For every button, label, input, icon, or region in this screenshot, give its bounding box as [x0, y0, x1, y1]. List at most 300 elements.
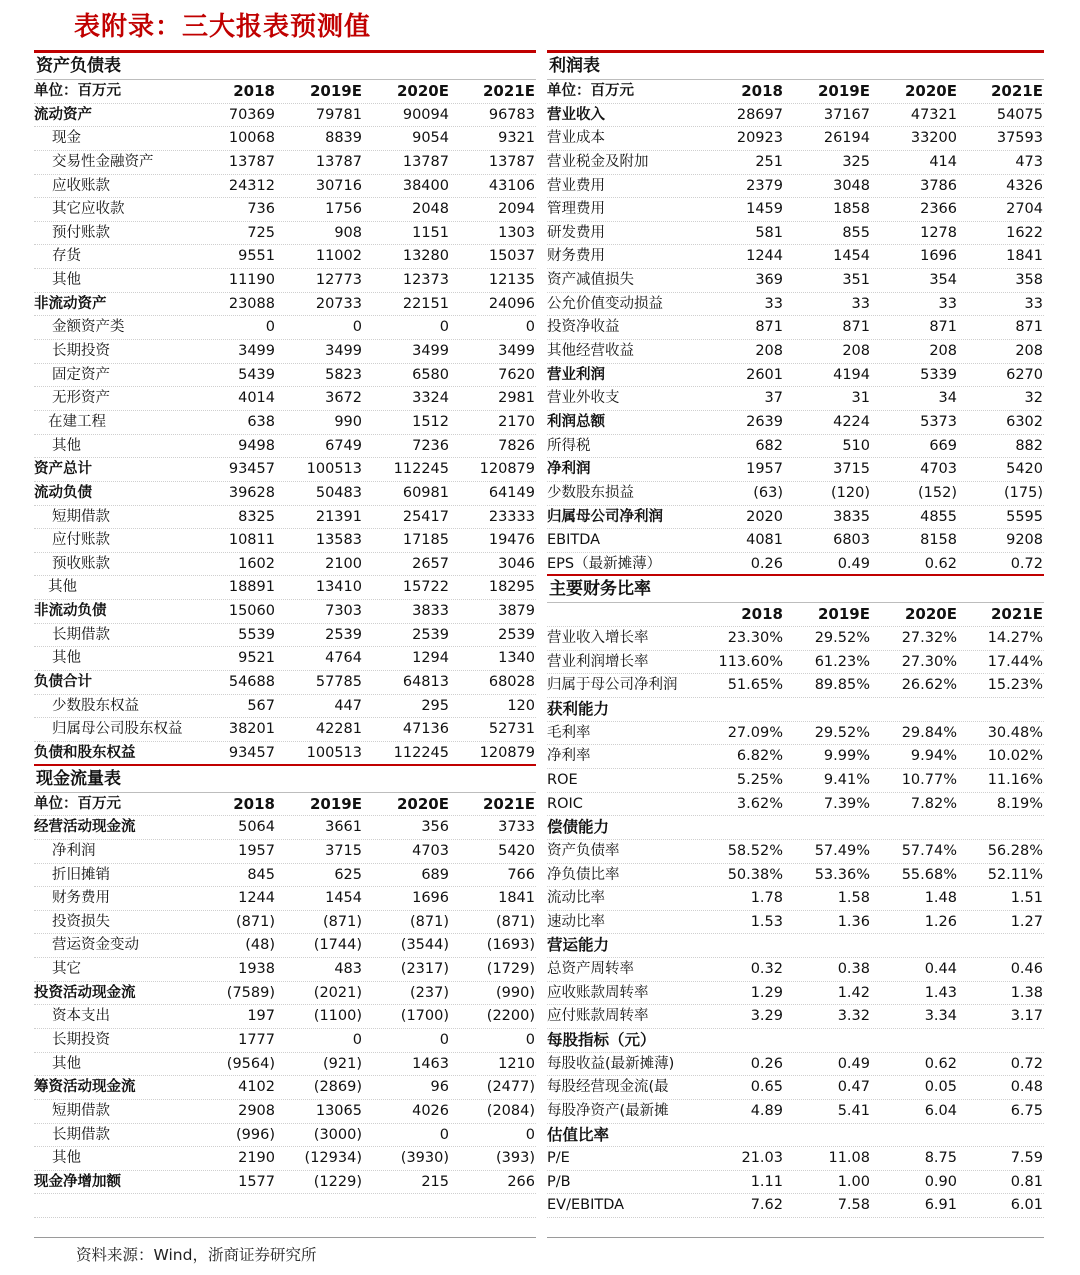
table-row: [34, 458, 536, 482]
cell-value: 7.82%: [910, 795, 957, 812]
table-row: [34, 1076, 536, 1100]
table-row: [34, 435, 536, 459]
cell-value: 266: [507, 1173, 535, 1190]
cell-value: 28697: [736, 106, 783, 123]
table-row: [34, 1171, 536, 1195]
cell-value: 8.75: [924, 1150, 957, 1167]
cell-value: 10.02%: [987, 748, 1043, 765]
row-label: 其他: [52, 1055, 81, 1072]
financial-ratios: [547, 576, 1044, 1218]
cell-value: 32: [1024, 390, 1043, 407]
row-label: ROIC: [547, 795, 583, 812]
row-label: 资产总计: [34, 461, 92, 478]
table-row: [547, 934, 1044, 958]
cell-value: (12934): [304, 1150, 362, 1167]
cell-value: 23088: [228, 295, 275, 312]
cell-value: 37: [764, 390, 783, 407]
cell-value: 13065: [315, 1102, 362, 1119]
cell-value: 325: [842, 153, 870, 170]
table-row: [34, 742, 536, 766]
cell-value: (1229): [313, 1173, 362, 1190]
cell-value: [958, 1029, 1044, 1052]
row-label: 流动负债: [34, 484, 92, 501]
cell-value: 22151: [402, 295, 449, 312]
cell-value: [698, 698, 784, 721]
cell-value: (1729): [486, 961, 535, 978]
cell-value: 1244: [746, 248, 783, 265]
cell-value: 21.03: [741, 1150, 783, 1167]
cell-value: 4855: [920, 508, 957, 525]
row-label: 净利润: [547, 461, 591, 478]
cell-value: 37167: [823, 106, 870, 123]
cell-value: 4081: [746, 532, 783, 549]
table-row: [547, 1147, 1044, 1171]
row-label: 资产减值损失: [547, 272, 634, 289]
section-title: 主要财务比率: [547, 576, 1044, 603]
cell-value: 27.32%: [901, 630, 957, 647]
cell-value: (871): [410, 913, 449, 930]
cell-value: 51.65%: [727, 677, 783, 694]
row-label: 其他: [52, 437, 81, 454]
cell-value: (1100): [313, 1008, 362, 1025]
cell-value: 3.62%: [736, 795, 783, 812]
table-row: [34, 671, 536, 695]
cell-value: 56.28%: [987, 842, 1043, 859]
cell-value: 3499: [498, 343, 535, 360]
cell-value: 3672: [325, 390, 362, 407]
row-label: 营业成本: [547, 130, 605, 147]
table-row: [34, 198, 536, 222]
cell-value: (63): [753, 484, 783, 501]
cell-value: 208: [929, 343, 957, 360]
cell-value: 6803: [833, 532, 870, 549]
row-label: 预收账款: [52, 555, 110, 572]
table-row: [547, 698, 1044, 722]
cell-value: 0: [525, 1031, 535, 1048]
cell-value: 7826: [498, 437, 535, 454]
table-row: [34, 175, 536, 199]
table-row: [34, 411, 536, 435]
cashflow-statement: [34, 766, 536, 1219]
cell-value: 2704: [1006, 201, 1043, 218]
cell-value: 0.49: [837, 555, 870, 572]
header-unit: 单位：百万元: [547, 83, 634, 99]
cell-value: 2981: [498, 390, 535, 407]
row-label: 营业利润: [547, 366, 605, 383]
cell-value: 20923: [736, 130, 783, 147]
cell-value: (3930): [400, 1150, 449, 1167]
row-label: 净利率: [547, 748, 591, 765]
cell-value: 7.59: [1010, 1150, 1043, 1167]
cell-value: 7.58: [837, 1197, 870, 1214]
cell-value: 871: [929, 319, 957, 336]
row-label: 非流动负债: [34, 603, 107, 620]
cell-value: 3715: [325, 842, 362, 859]
header-year: 2019E: [818, 605, 870, 624]
cell-value: [958, 816, 1044, 839]
row-label: 其他: [52, 272, 81, 289]
header-year: 2020E: [397, 82, 449, 100]
cell-value: 0: [439, 1126, 449, 1143]
row-label: 归属母公司股东权益: [52, 721, 183, 738]
cell-value: 13787: [402, 153, 449, 170]
cell-value: 369: [755, 272, 783, 289]
row-label: P/B: [547, 1173, 571, 1190]
cell-value: (2869): [313, 1079, 362, 1096]
cell-value: 766: [507, 866, 535, 883]
cell-value: 215: [421, 1173, 449, 1190]
cell-value: 1.42: [837, 984, 870, 1001]
cell-value: 79781: [315, 106, 362, 123]
cell-value: 6270: [1006, 366, 1043, 383]
table-row: [34, 1100, 536, 1124]
row-label: 每股指标（元）: [547, 1030, 656, 1049]
cell-value: 7236: [412, 437, 449, 454]
source-note: 资料来源：Wind，浙商证券研究所: [76, 1246, 317, 1264]
table-row: [34, 718, 536, 742]
cell-value: 483: [334, 961, 362, 978]
cell-value: 33: [764, 295, 783, 312]
table-row: [34, 934, 536, 958]
cell-value: 7.39%: [823, 795, 870, 812]
cell-value: 15037: [488, 248, 535, 265]
cell-value: 1602: [238, 555, 275, 572]
cell-value: 6.01: [1010, 1197, 1043, 1214]
section-title: 利润表: [547, 53, 1044, 80]
cell-value: 57.49%: [814, 842, 870, 859]
cell-value: 33: [1024, 295, 1043, 312]
cell-value: (1700): [400, 1008, 449, 1025]
row-label: 其他: [48, 579, 77, 596]
row-label: 负债和股东权益: [34, 744, 136, 761]
cell-value: (9564): [226, 1055, 275, 1072]
cell-value: 908: [334, 224, 362, 241]
cell-value: 0: [352, 1031, 362, 1048]
row-label: 速动比率: [547, 913, 605, 930]
cell-value: 3733: [498, 819, 535, 836]
cell-value: 42281: [315, 721, 362, 738]
table-row: [547, 127, 1044, 151]
cell-value: 1.27: [1010, 913, 1043, 930]
cell-value: 5420: [1006, 461, 1043, 478]
cell-value: 120: [507, 697, 535, 714]
cell-value: 6302: [1006, 413, 1043, 430]
cell-value: 689: [421, 866, 449, 883]
cell-value: 0.72: [1010, 1055, 1043, 1072]
row-label: 其他: [52, 1150, 81, 1167]
row-label: 现金净增加额: [34, 1173, 121, 1190]
table-row: [547, 745, 1044, 769]
cell-value: 9208: [1006, 532, 1043, 549]
table-row: [547, 198, 1044, 222]
cell-value: 1.38: [1010, 984, 1043, 1001]
row-label: 其他经营收益: [547, 343, 634, 360]
row-label: 营业收入: [547, 106, 605, 123]
header-year: 2021E: [991, 605, 1043, 624]
table-row: [34, 506, 536, 530]
row-label: 长期借款: [52, 1126, 110, 1143]
row-label: 流动资产: [34, 106, 92, 123]
cell-value: 26194: [823, 130, 870, 147]
row-label: 非流动资产: [34, 295, 107, 312]
cell-value: 1454: [833, 248, 870, 265]
cell-value: 3324: [412, 390, 449, 407]
table-row: [34, 553, 536, 577]
cell-value: 9.94%: [910, 748, 957, 765]
cell-value: [698, 816, 784, 839]
cell-value: 1454: [325, 890, 362, 907]
cell-value: (393): [496, 1150, 535, 1167]
cell-value: 351: [842, 272, 870, 289]
table-row: [547, 1124, 1044, 1148]
cell-value: 845: [247, 866, 275, 883]
cell-value: 2539: [498, 626, 535, 643]
cell-value: 27.09%: [727, 724, 783, 741]
cell-value: 14.27%: [987, 630, 1043, 647]
cell-value: 1.51: [1010, 890, 1043, 907]
table-row: [34, 600, 536, 624]
table-row: [547, 1005, 1044, 1029]
cell-value: 0.49: [837, 1055, 870, 1072]
table-row: [547, 887, 1044, 911]
cell-value: 2639: [746, 413, 783, 430]
cell-value: 29.84%: [901, 724, 957, 741]
cell-value: [784, 934, 871, 957]
row-label: 长期投资: [52, 1031, 110, 1048]
header-year: 2020E: [905, 605, 957, 624]
cell-value: 23333: [488, 508, 535, 525]
cell-value: 11002: [315, 248, 362, 265]
cell-value: 12135: [488, 272, 535, 289]
table-row: [547, 627, 1044, 651]
header-unit: [547, 603, 698, 626]
table-row: [34, 1053, 536, 1077]
row-label: 所得税: [547, 437, 591, 454]
row-label: 营运资金变动: [52, 937, 139, 954]
row-label: 少数股东损益: [547, 484, 634, 501]
row-label: 每股经营现金流(最: [547, 1079, 669, 1096]
cell-value: 5823: [325, 366, 362, 383]
row-label: 偿债能力: [547, 818, 610, 837]
row-label: 营业税金及附加: [547, 153, 649, 170]
cell-value: 1696: [412, 890, 449, 907]
cell-value: 2094: [498, 201, 535, 218]
cell-value: 6.75: [1010, 1102, 1043, 1119]
cell-value: 7620: [498, 366, 535, 383]
cell-value: 414: [929, 153, 957, 170]
cell-value: 3835: [833, 508, 870, 525]
table-row: [34, 864, 536, 888]
table-row: [547, 529, 1044, 553]
cell-value: 112245: [393, 461, 449, 478]
cell-value: (871): [236, 913, 275, 930]
cell-value: 9054: [412, 130, 449, 147]
cell-value: (921): [323, 1055, 362, 1072]
cell-value: 64813: [402, 674, 449, 691]
table-row: [34, 104, 536, 128]
cell-value: 13410: [315, 579, 362, 596]
cell-value: 3833: [412, 603, 449, 620]
row-label: 资产负债率: [547, 842, 620, 859]
cell-value: 2020: [746, 508, 783, 525]
row-label: 投资净收益: [547, 319, 620, 336]
cell-value: 64149: [488, 484, 535, 501]
row-label: 公允价值变动损益: [547, 295, 663, 312]
cell-value: 96: [430, 1079, 449, 1096]
cell-value: 1303: [498, 224, 535, 241]
cell-value: 197: [247, 1008, 275, 1025]
cell-value: 54688: [228, 674, 275, 691]
cell-value: 112245: [393, 744, 449, 761]
cell-value: 510: [842, 437, 870, 454]
cell-value: 3715: [833, 461, 870, 478]
cell-value: 7.62: [750, 1197, 783, 1214]
cell-value: 1512: [412, 413, 449, 430]
cell-value: 1938: [238, 961, 275, 978]
cell-value: (152): [918, 484, 957, 501]
cell-value: 1841: [498, 890, 535, 907]
row-label: ROE: [547, 771, 578, 788]
table-row: [34, 695, 536, 719]
table-row: [34, 269, 536, 293]
cell-value: 52.11%: [987, 866, 1043, 883]
cell-value: (3000): [313, 1126, 362, 1143]
table-row: [547, 316, 1044, 340]
cell-value: 5420: [498, 842, 535, 859]
cell-value: 37593: [996, 130, 1043, 147]
table-row: [34, 1005, 536, 1029]
cell-value: 52731: [488, 721, 535, 738]
cell-value: 1777: [238, 1031, 275, 1048]
row-label: 筹资活动现金流: [34, 1079, 136, 1096]
cell-value: 251: [755, 153, 783, 170]
header-year: 2018: [741, 605, 783, 624]
cell-value: 1340: [498, 650, 535, 667]
table-header: [547, 80, 1044, 104]
table-row: [547, 840, 1044, 864]
cell-value: 68028: [488, 674, 535, 691]
cell-value: [276, 1194, 363, 1217]
cell-value: 4026: [412, 1102, 449, 1119]
cell-value: 100513: [306, 461, 362, 478]
cell-value: 100513: [306, 744, 362, 761]
table-row: [34, 364, 536, 388]
table-row: [34, 1194, 536, 1218]
cell-value: 0.81: [1010, 1173, 1043, 1190]
cell-value: 8158: [920, 532, 957, 549]
balance-sheet: [34, 53, 536, 766]
table-row: [34, 982, 536, 1006]
cell-value: 47321: [910, 106, 957, 123]
cell-value: 11.16%: [987, 771, 1043, 788]
cell-value: 5373: [920, 413, 957, 430]
cell-value: 26.62%: [901, 677, 957, 694]
cell-value: (2317): [400, 961, 449, 978]
cell-value: 8839: [325, 130, 362, 147]
cell-value: 17.44%: [987, 653, 1043, 670]
cell-value: 5.25%: [736, 771, 783, 788]
cell-value: [871, 816, 958, 839]
cell-value: 57.74%: [901, 842, 957, 859]
cell-value: 6.04: [924, 1102, 957, 1119]
cell-value: 882: [1015, 437, 1043, 454]
cell-value: 354: [929, 272, 957, 289]
cell-value: 3.34: [924, 1008, 957, 1025]
cell-value: 27.30%: [901, 653, 957, 670]
row-label: 其他: [52, 650, 81, 667]
cell-value: (1693): [486, 937, 535, 954]
cell-value: 0.26: [750, 555, 783, 572]
cell-value: 2908: [238, 1102, 275, 1119]
cell-value: 1957: [238, 842, 275, 859]
cell-value: 90094: [402, 106, 449, 123]
table-row: [547, 793, 1044, 817]
table-row: [547, 104, 1044, 128]
cell-value: 34: [938, 390, 957, 407]
table-row: [547, 482, 1044, 506]
cell-value: 581: [755, 224, 783, 241]
right-column: [547, 50, 1044, 1218]
cell-value: 4764: [325, 650, 362, 667]
cell-value: [190, 1194, 276, 1217]
table-row: [34, 151, 536, 175]
cell-value: 39628: [228, 484, 275, 501]
table-row: [34, 222, 536, 246]
cell-value: 15.23%: [987, 677, 1043, 694]
cell-value: (2477): [486, 1079, 535, 1096]
cell-value: 1577: [238, 1173, 275, 1190]
cell-value: 447: [334, 697, 362, 714]
cell-value: 3499: [325, 343, 362, 360]
cell-value: 38201: [228, 721, 275, 738]
table-row: [547, 1076, 1044, 1100]
header-year: 2018: [741, 82, 783, 100]
row-label: 营业收入增长率: [547, 630, 649, 647]
row-label: 估值比率: [547, 1125, 610, 1144]
cell-value: 4014: [238, 390, 275, 407]
cell-value: 0: [525, 319, 535, 336]
table-row: [547, 411, 1044, 435]
cell-value: 0: [352, 319, 362, 336]
cell-value: 17185: [402, 532, 449, 549]
header-year: 2018: [233, 794, 275, 813]
header-year: 2021E: [483, 82, 535, 100]
header-year: 2021E: [991, 82, 1043, 100]
cell-value: 0.32: [750, 961, 783, 978]
cell-value: 0.48: [1010, 1079, 1043, 1096]
cell-value: 18891: [228, 579, 275, 596]
table-row: [547, 364, 1044, 388]
cell-value: 473: [1015, 153, 1043, 170]
cell-value: 9.41%: [823, 771, 870, 788]
cell-value: 2379: [746, 177, 783, 194]
table-row: [34, 245, 536, 269]
header-year: 2020E: [905, 82, 957, 100]
cell-value: (2021): [313, 984, 362, 1001]
cell-value: 9321: [498, 130, 535, 147]
table-row: [547, 1053, 1044, 1077]
row-label: 利润总额: [547, 413, 605, 430]
table-header: [34, 80, 536, 104]
cell-value: 0.44: [924, 961, 957, 978]
table-row: [547, 435, 1044, 459]
cell-value: 33200: [910, 130, 957, 147]
cell-value: [958, 934, 1044, 957]
cell-value: 1841: [1006, 248, 1043, 265]
table-row: [547, 769, 1044, 793]
cell-value: 2190: [238, 1150, 275, 1167]
cell-value: (1744): [313, 937, 362, 954]
